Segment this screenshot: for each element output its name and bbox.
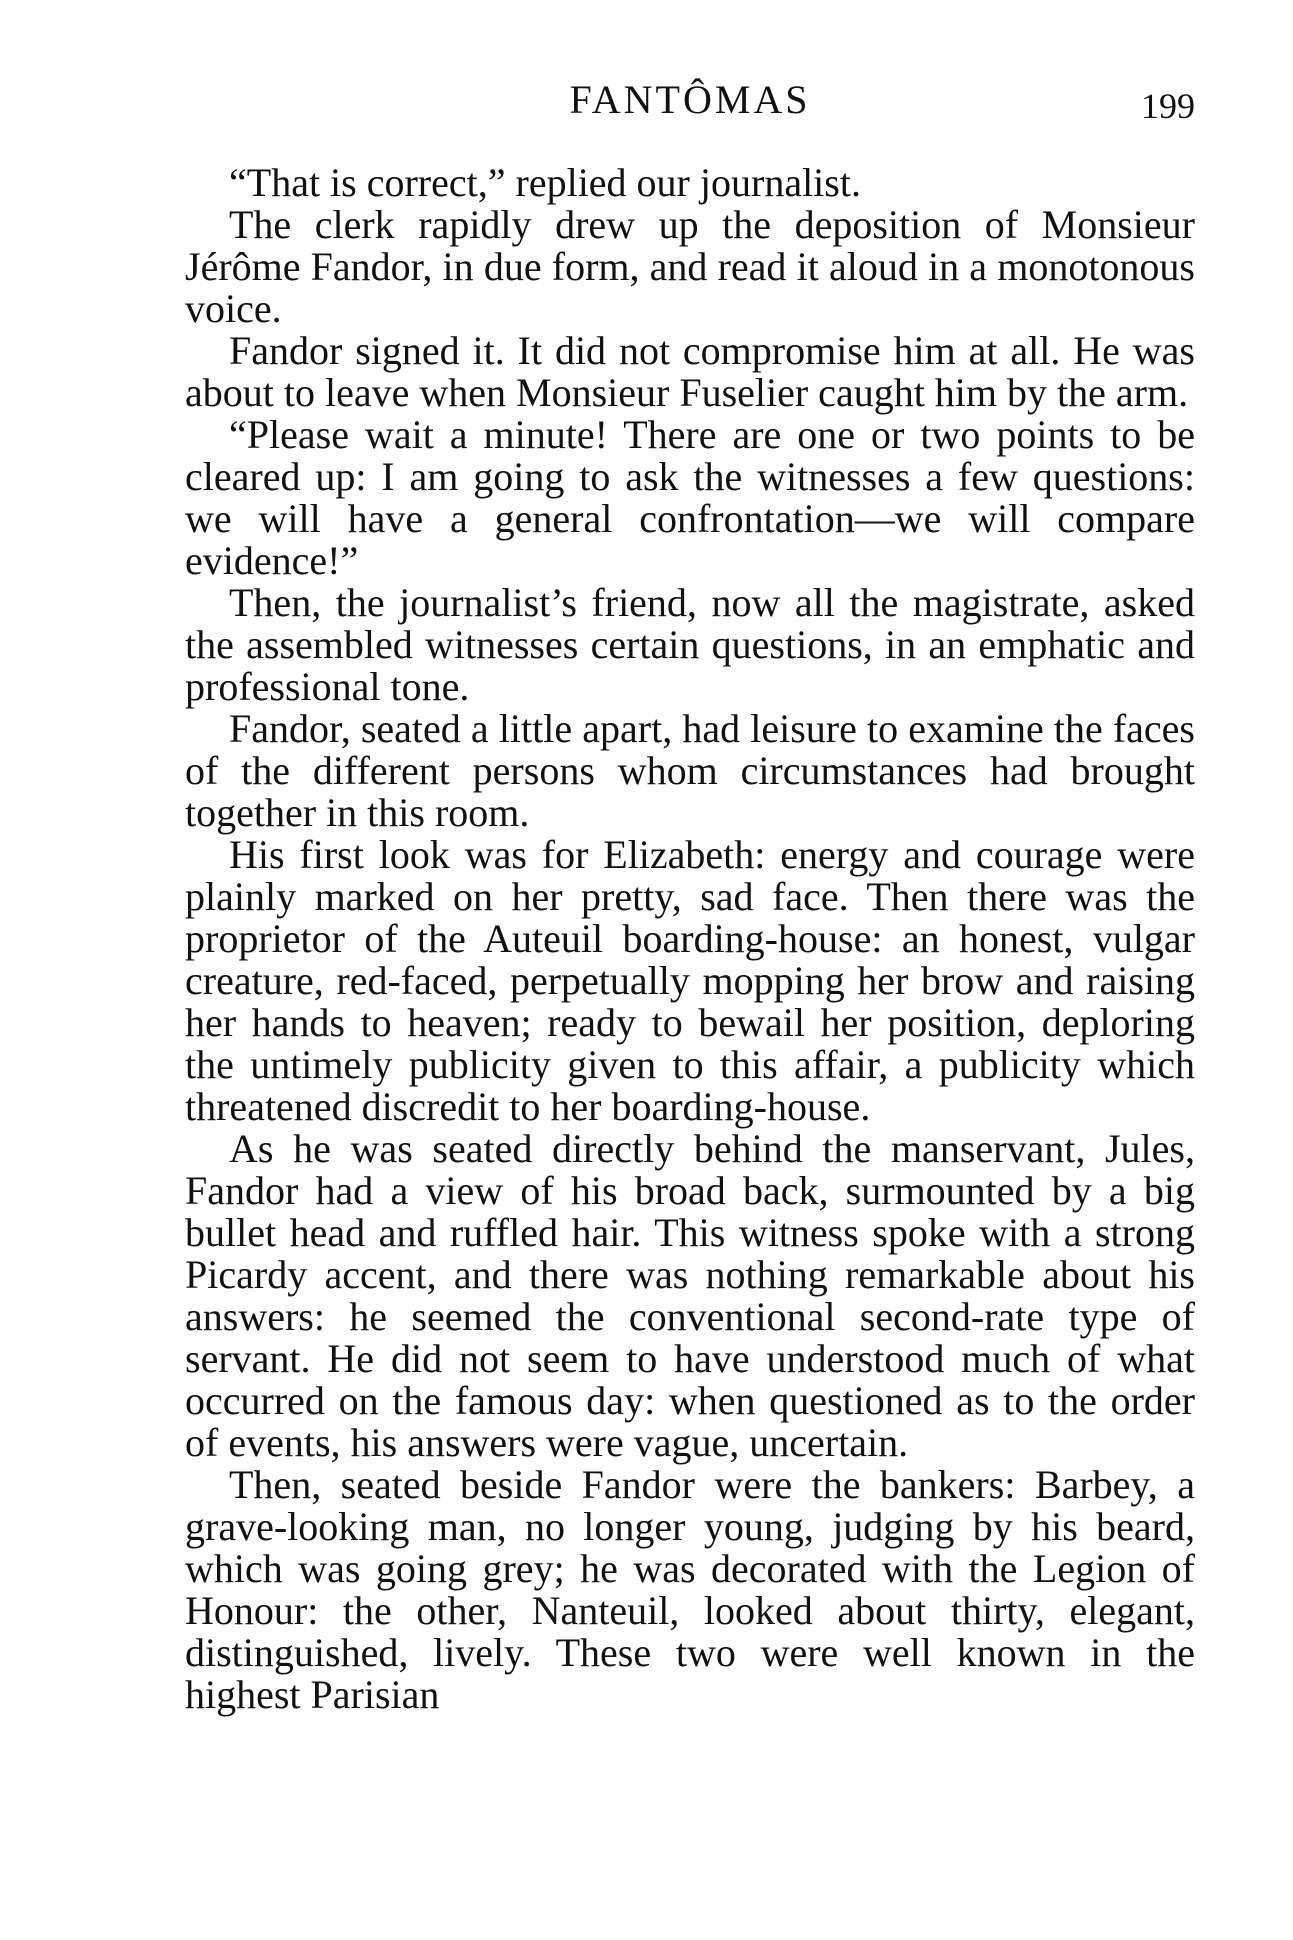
paragraph-7: His first look was for Elizabeth: energy and courage were plainly marked on her pretty, sad face. Then there was the proprietor of the Auteuil boarding-house: an honest, vulgar creature, red-faced, perpetually mopping her brow and raising her hands to heaven; ready to bewail her position, deploring the untimely publicity given to this affair, a publicity which threatened discredit to her boarding-house.	[185, 832, 1195, 1129]
paragraph-9: Then, seated beside Fandor were the bankers: Barbey, a grave-looking man, no longer young, judging by his beard, which was going grey; he was decorated with the Legion of Honour: the other, Nanteuil, looked about thirty, elegant, distinguished, lively. These two were well known in the highest Parisian	[185, 1462, 1195, 1717]
paragraph-4: “Please wait a minute! There are one or two points to be cleared up: I am going to ask the witnesses a few questions: we will have a general confrontation—we will compare evidence!”	[185, 412, 1195, 583]
paragraph-2: The clerk rapidly drew up the deposition of Monsieur Jérôme Fandor, in due form, and read it aloud in a monotonous voice.	[185, 202, 1195, 331]
page-number: 199	[1141, 86, 1195, 126]
body-text	[185, 162, 1195, 1716]
page-header	[185, 70, 1195, 130]
paragraph-5: Then, the journalist’s friend, now all the magistrate, asked the assembled witnesses certain questions, in an emphatic and professional tone.	[185, 580, 1195, 709]
paragraph-8: As he was seated directly behind the manservant, Jules, Fandor had a view of his broad back, surmounted by a big bullet head and ruffled hair. This witness spoke with a strong Picardy accent, and there was nothing remarkable about his answers: he seemed the conventional second-rate type of servant. He did not seem to have understood much of what occurred on the famous day: when questioned as to the order of events, his answers were vague, uncertain.	[185, 1126, 1195, 1465]
running-title: FANTÔMAS	[569, 77, 811, 122]
paragraph-6: Fandor, seated a little apart, had leisure to examine the faces of the different persons whom circumstances had brought together in this room.	[185, 706, 1195, 835]
paragraph-1: “That is correct,” replied our journalist.	[229, 160, 861, 205]
paragraph-3: Fandor signed it. It did not compromise him at all. He was about to leave when Monsieur Fuselier caught him by the arm.	[185, 328, 1195, 415]
